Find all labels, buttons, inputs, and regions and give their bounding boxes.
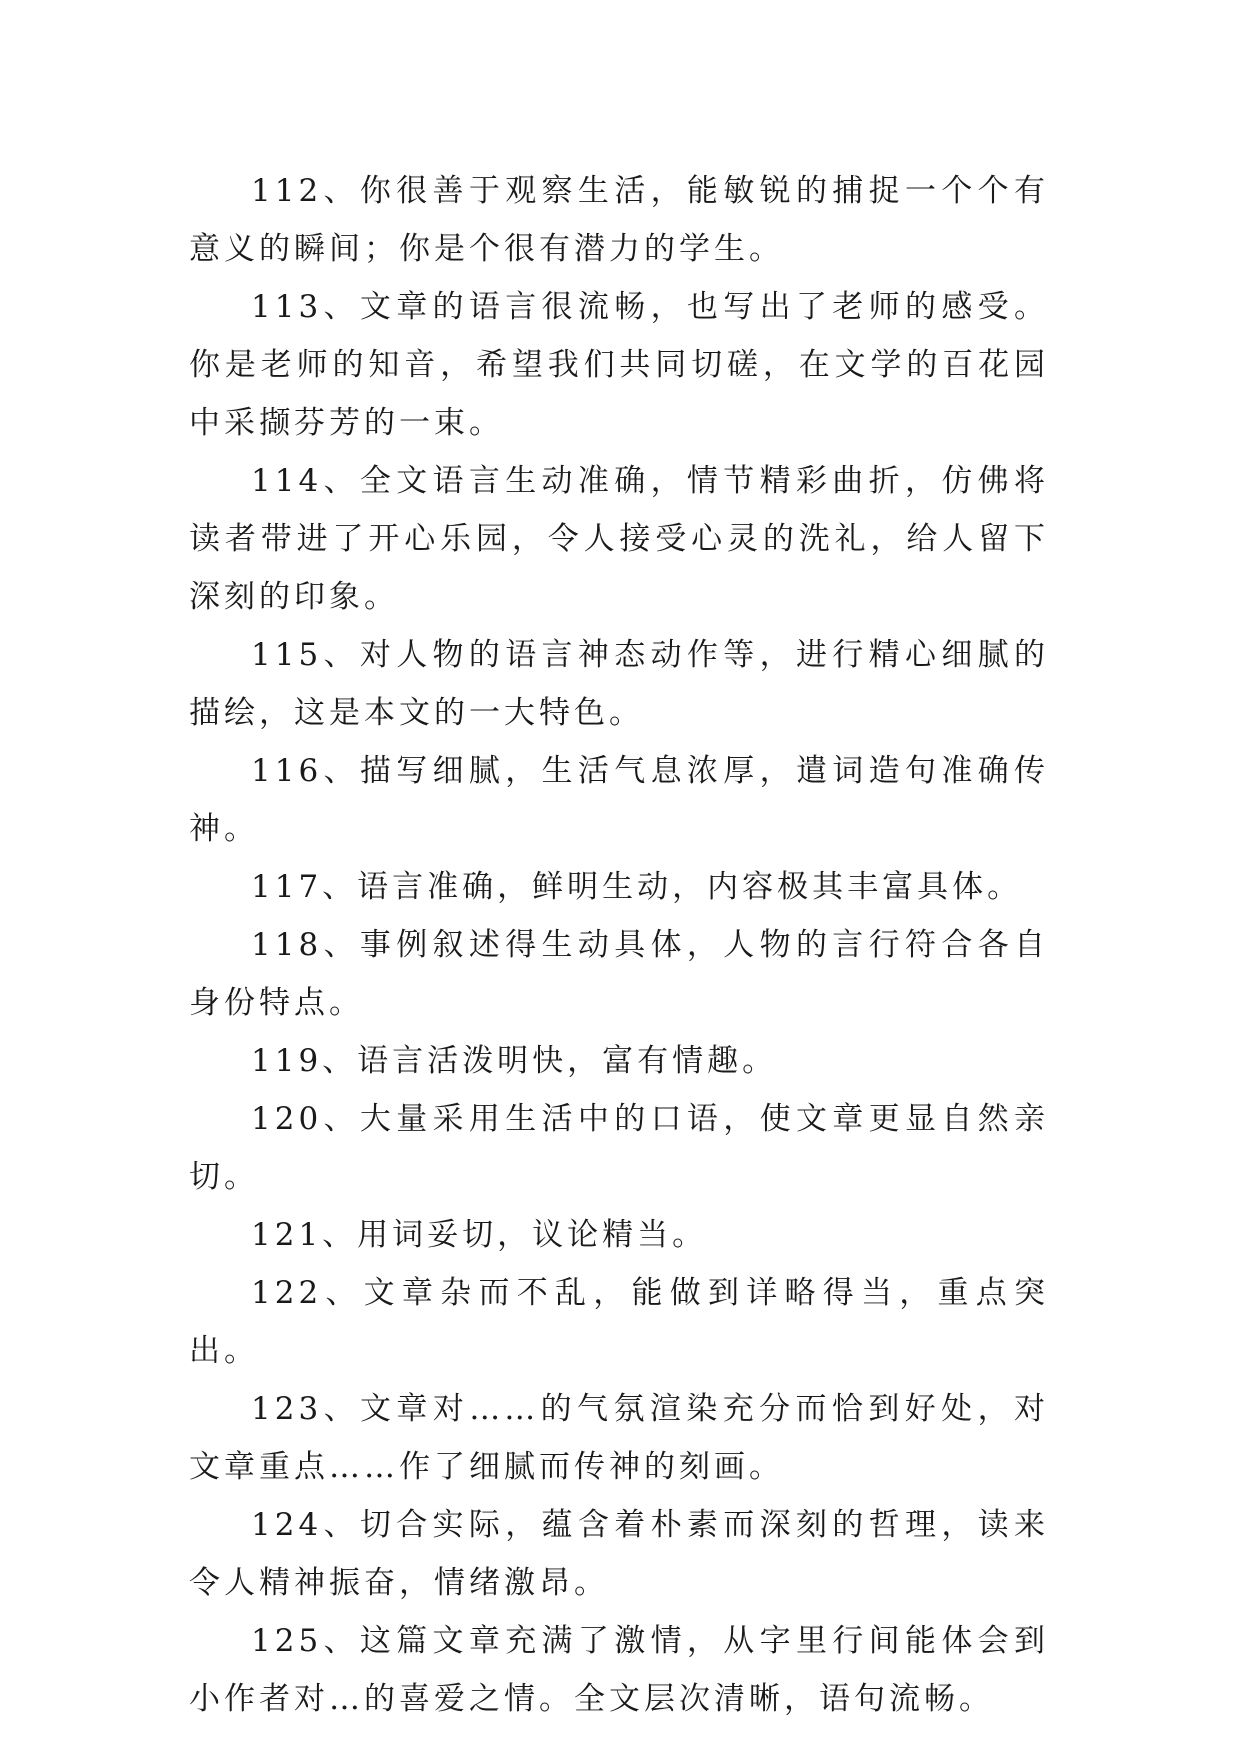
paragraph-118: 118、事例叙述得生动具体，人物的言行符合各自身份特点。 <box>189 927 1049 1021</box>
paragraph-122: 122、文章杂而不乱，能做到详略得当，重点突出。 <box>189 1275 1049 1369</box>
paragraph-117: 117、语言准确，鲜明生动，内容极其丰富具体。 <box>251 869 1023 905</box>
paragraph-124: 124、切合实际，蕴含着朴素而深刻的哲理，读来令人精神振奋，情绪激昂。 <box>189 1507 1049 1601</box>
paragraph-116: 116、描写细腻，生活气息浓厚，遣词造句准确传神。 <box>189 753 1049 847</box>
paragraph-114: 114、全文语言生动准确，情节精彩曲折，仿佛将读者带进了开心乐园，令人接受心灵的洗礼，给人留下深刻的印象。 <box>189 463 1049 615</box>
document-body <box>189 162 1049 1728</box>
paragraph-112: 112、你很善于观察生活，能敏锐的捕捉一个个有意义的瞬间；你是个很有潜力的学生。 <box>189 173 1049 267</box>
paragraph-120: 120、大量采用生活中的口语，使文章更显自然亲切。 <box>189 1101 1049 1195</box>
paragraph-125: 125、这篇文章充满了激情，从字里行间能体会到小作者对…的喜爱之情。全文层次清晰，语句流畅。 <box>189 1623 1049 1717</box>
paragraph-115: 115、对人物的语言神态动作等，进行精心细腻的描绘，这是本文的一大特色。 <box>189 637 1049 731</box>
paragraph-119: 119、语言活泼明快，富有情趣。 <box>251 1043 778 1079</box>
paragraph-123: 123、文章对……的气氛渲染充分而恰到好处，对文章重点……作了细腻而传神的刻画。 <box>189 1391 1049 1485</box>
paragraph-121: 121、用词妥切，议论精当。 <box>251 1217 708 1253</box>
paragraph-113: 113、文章的语言很流畅，也写出了老师的感受。你是老师的知音，希望我们共同切磋，在文学的百花园中采撷芬芳的一束。 <box>189 289 1049 441</box>
